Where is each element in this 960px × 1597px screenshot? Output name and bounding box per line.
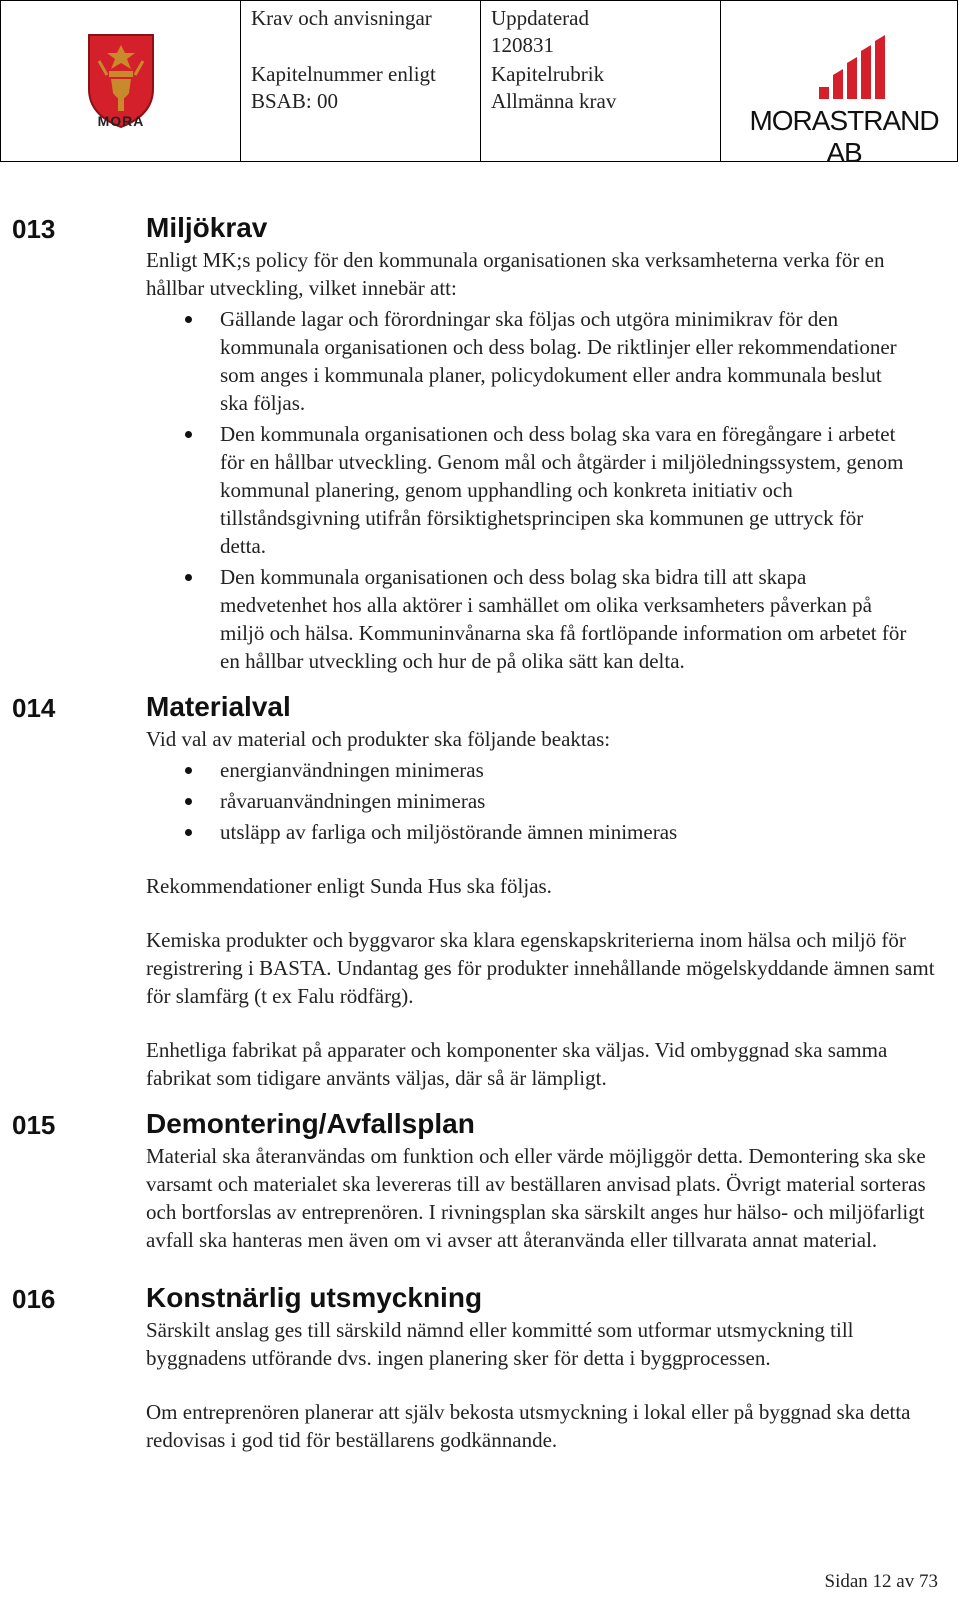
bullet-icon [185,431,192,438]
paragraph: Särskilt anslag ges till särskild nämnd eller kommitté som utformar utsmyckning till byggnadens utförande dvs. ingen planering sker för detta i byggprocessen. [146,1318,854,1370]
list-item [220,756,910,784]
paragraph: Enhetliga fabrikat på apparater och komponenter ska väljas. Vid ombyggnad ska samma fabrikat som tidigare använts väljas, där så är lämpligt. [146,1038,888,1090]
header-chapter-number [251,61,436,115]
list-item-text: utsläpp av farliga och miljöstörande ämnen minimeras [220,820,678,844]
section-number: 013 [12,214,56,244]
section-013 [0,210,960,675]
header-chapter-heading-value: Allmänna krav [491,89,617,113]
section-015 [0,1106,960,1254]
paragraph: Rekommendationer enligt Sunda Hus ska följas. [146,874,552,898]
bullet-icon [185,767,192,774]
header-updated-date: 120831 [491,33,554,57]
morastrand-logo-text: MORASTRAND AB [749,105,939,168]
list-item-text: råvaruanvändningen minimeras [220,789,486,813]
header-logo-cell [1,1,241,161]
bullet-icon [185,798,192,805]
section-intro: Vid val av material och produkter ska följande beaktas: [146,727,611,751]
section-number: 015 [12,1110,56,1140]
list-item-text: Gällande lagar och förordningar ska följas och utgöra minimikrav för den kommunala organisationen och dess bolag. De riktlinjer eller rekommendationer som anges i kommunala planer, policydokument eller andra kommunala beslut ska följas. [220,307,897,415]
list-item-text: energianvändningen minimeras [220,758,484,782]
list-item [220,818,910,846]
bullet-icon [185,829,192,836]
paragraph: Om entreprenören planerar att själv bekosta utsmyckning i lokal eller på byggnad ska detta redovisas i god tid för beställarens godkännande. [146,1400,911,1452]
list-item [220,420,910,560]
paragraph: Kemiska produkter och byggvaror ska klara egenskapskriterierna inom hälsa och miljö för registrering i BASTA. Undantag ges för produkter innehållande mögelskyddande ämnen samt för slamfärg (t ex Falu rödfärg). [146,928,935,1008]
section-title: Materialval [146,691,291,722]
list-item-text: Den kommunala organisationen och dess bolag ska vara en föregångare i arbetet för en hållbar utveckling. Genom mål och åtgärder i miljöledningssystem, genom kommunal planering, genom upphandling och konkreta initiativ och tillståndsgivning utifrån försiktighetsprincipen ska kommunen ge uttryck för detta. [220,422,904,558]
bullet-list [0,305,960,675]
header-brand-cell [721,1,957,168]
document-body [0,210,960,1454]
header-chapter-heading [491,61,616,115]
list-item [220,787,910,815]
header-cell-updated [481,1,721,161]
header-updated [491,5,589,59]
section-016 [0,1280,960,1454]
section-title: Miljökrav [146,212,268,243]
paragraph: Material ska återanvändas om funktion och eller värde möjliggör detta. Demontering ska ske varsamt och materialet ska levereras till av beställaren anvisad plats. Övrigt material sorteras och bortforslas av entreprenören. I rivningsplan ska särskilt anges hur hälso- och miljöfarligt avfall ska hanteras men även om vi avser att återanvända eller tillvarata annat material. [146,1144,926,1252]
bullet-icon [185,574,192,581]
list-item [220,563,910,675]
header-cell-requirements [241,1,481,161]
mora-logo-text: MORA [97,113,145,129]
header-chapter-number-value: BSAB: 00 [251,89,338,113]
section-number: 014 [12,693,56,723]
section-intro: Enligt MK;s policy för den kommunala organisationen ska verksamheterna verka för en hållbar utveckling, vilket innebär att: [146,248,885,300]
bullet-icon [185,316,192,323]
header-doc-type: Krav och anvisningar [251,6,432,30]
section-title: Konstnärlig utsmyckning [146,1282,483,1313]
bullet-list [0,756,960,846]
header-updated-label: Uppdaterad [491,6,589,30]
document-header [0,0,958,168]
section-number: 016 [12,1284,56,1314]
page-number: Sidan 12 av 73 [824,1571,938,1592]
section-014 [0,689,960,1092]
list-item [220,305,910,417]
section-title: Demontering/Avfallsplan [146,1108,475,1139]
header-chapter-heading-label: Kapitelrubrik [491,62,605,86]
list-item-text: Den kommunala organisationen och dess bolag ska bidra till att skapa medvetenhet hos alla aktörer i samhället om olika verksamheters påverkan på miljö och hälsa. Kommuninvånarna ska få fortlöpande information om arbetet för en hållbar utveckling och hur de på olika sätt kan delta. [220,565,907,673]
header-chapter-number-label: Kapitelnummer enligt [251,62,436,86]
